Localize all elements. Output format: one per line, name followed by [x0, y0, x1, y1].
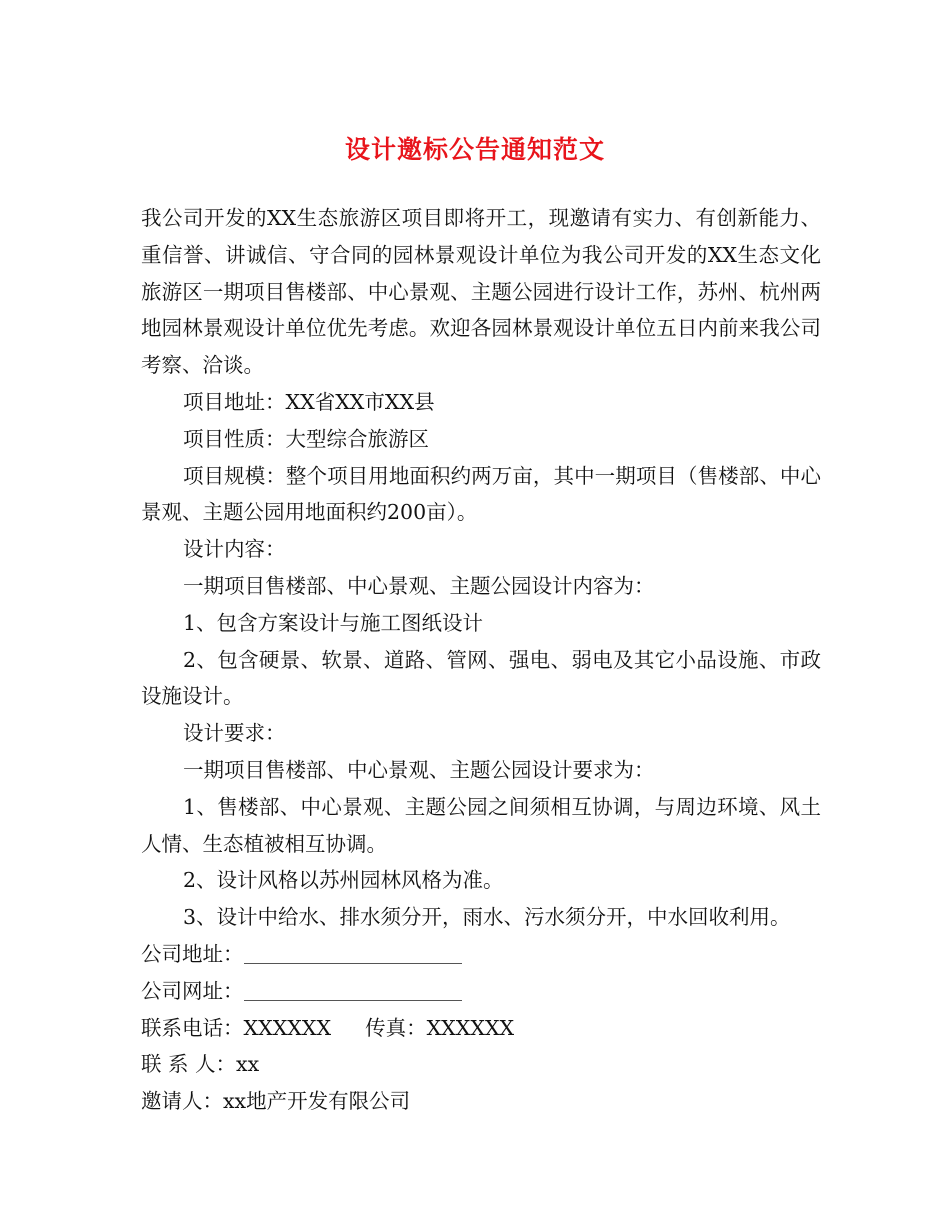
design-requirement-item-3: 3、设计中给水、排水须分开，雨水、污水须分开，中水回收利用。 [183, 905, 791, 930]
phone-fax-line [141, 1010, 821, 1047]
document-body [141, 200, 821, 1120]
phone-label: 联系电话：XXXXXX [141, 1015, 332, 1040]
company-website-label: 公司网址： [141, 978, 244, 1003]
inviter-line: 邀请人：xx地产开发有限公司 [141, 1089, 411, 1114]
design-requirement-item-2: 2、设计风格以苏州园林风格为准。 [183, 868, 504, 893]
contact-person-line: 联 系 人：xx [141, 1052, 260, 1077]
design-requirement-item-1: 1、售楼部、中心景观、主题公园之间须相互协调，与周边环境、风土人情、生态植被相互协调。 [141, 794, 821, 856]
project-scale: 项目规模：整个项目用地面积约两万亩，其中一期项目（售楼部、中心景观、主题公园用地面积约200亩）。 [141, 463, 821, 525]
document-title: 设计邀标公告通知范文 [344, 135, 605, 164]
company-address-line [141, 936, 821, 973]
company-address-blank [244, 943, 462, 964]
design-requirements-heading: 设计要求： [183, 721, 286, 746]
design-content-heading: 设计内容： [183, 537, 286, 562]
design-content-intro: 一期项目售楼部、中心景观、主题公园设计内容为： [183, 573, 655, 598]
company-website-line [141, 973, 821, 1010]
company-website-blank [244, 980, 462, 1001]
company-address-label: 公司地址： [141, 941, 244, 966]
project-address: 项目地址：XX省XX市XX县 [183, 389, 435, 414]
design-content-item-1: 1、包含方案设计与施工图纸设计 [183, 610, 484, 635]
fax-label: 传真：XXXXXX [365, 1015, 515, 1040]
design-requirements-intro: 一期项目售楼部、中心景观、主题公园设计要求为： [183, 757, 655, 782]
intro-paragraph: 我公司开发的XX生态旅游区项目即将开工，现邀请有实力、有创新能力、重信誉、讲诚信、守合同的园林景观设计单位为我公司开发的XX生态文化旅游区一期项目售楼部、中心景观、主题公园进行设计工作，苏州、杭州两地园林景观设计单位优先考虑。欢迎各园林景观设计单位五日内前来我公司考察、洽谈。 [141, 206, 821, 378]
project-nature: 项目性质：大型综合旅游区 [183, 426, 429, 451]
design-content-item-2: 2、包含硬景、软景、道路、管网、强电、弱电及其它小品设施、市政设施设计。 [141, 647, 821, 709]
